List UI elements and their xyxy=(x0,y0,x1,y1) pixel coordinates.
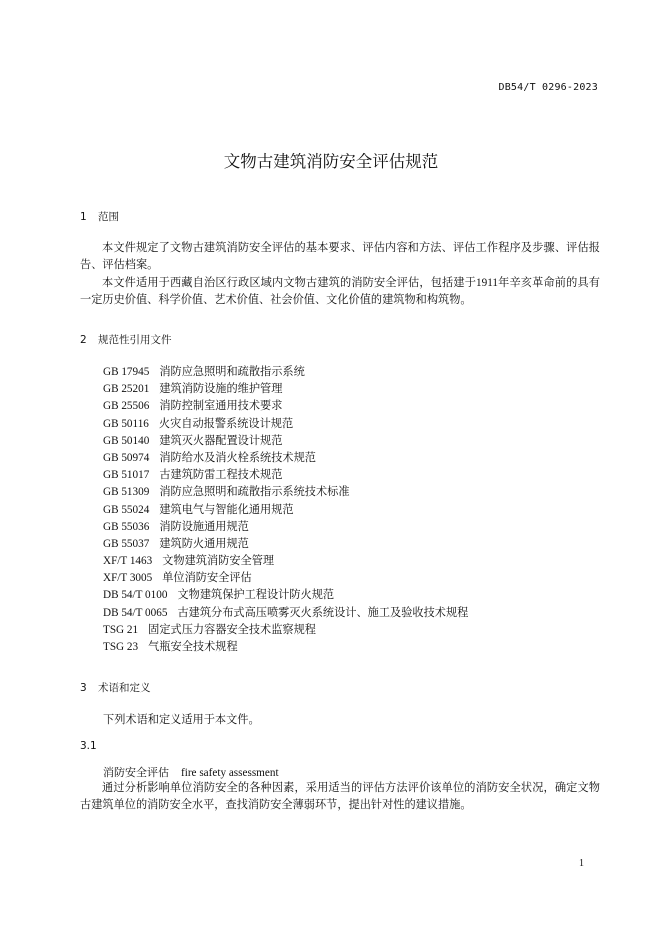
page-number: 1 xyxy=(579,858,584,869)
reference-name: 固定式压力容器安全技术监察规程 xyxy=(148,623,316,636)
reference-item xyxy=(103,587,468,604)
reference-name: 文物建筑消防安全管理 xyxy=(162,555,275,568)
reference-item xyxy=(103,519,468,536)
reference-item xyxy=(103,605,468,622)
reference-name: 建筑消防设施的维护管理 xyxy=(159,383,283,396)
scope-paragraph-2: 本文件适用于西藏自治区行政区域内文物古建筑的消防安全评估，包括建于1911年辛亥革命前的具有一定历史价值、科学价值、艺术价值、社会价值、文化价值的建筑物和构筑物。 xyxy=(80,277,600,306)
section-number: 2 xyxy=(80,334,87,346)
reference-name: 消防控制室通用技术要求 xyxy=(159,400,283,413)
reference-code: XF/T 3005 xyxy=(103,572,153,585)
section-title: 规范性引用文件 xyxy=(98,334,172,346)
reference-item xyxy=(103,467,468,484)
reference-item xyxy=(103,433,468,450)
reference-code: GB 50140 xyxy=(103,434,150,447)
section-1-heading xyxy=(80,209,119,224)
reference-code: GB 55037 xyxy=(103,537,150,550)
reference-name: 建筑电气与智能化通用规范 xyxy=(159,503,294,516)
section-title: 范围 xyxy=(98,211,119,223)
reference-code: GB 51017 xyxy=(103,469,150,482)
reference-code: GB 50974 xyxy=(103,451,150,464)
reference-name: 消防应急照明和疏散指示系统技术标准 xyxy=(159,486,350,499)
clause-number: 3.1 xyxy=(80,740,97,752)
reference-name: 火灾自动报警系统设计规范 xyxy=(158,417,294,430)
reference-item xyxy=(103,381,468,398)
reference-code: TSG 23 xyxy=(103,641,139,653)
reference-item xyxy=(103,639,468,656)
section-title: 术语和定义 xyxy=(98,682,151,694)
reference-name: 文物建筑保护工程设计防火规范 xyxy=(177,589,335,602)
reference-item xyxy=(103,553,468,570)
reference-item xyxy=(103,416,468,433)
reference-code: GB 17945 xyxy=(103,366,150,378)
reference-name: 气瓶安全技术规程 xyxy=(148,641,238,653)
term-chinese: 消防安全评估 xyxy=(103,766,169,779)
reference-item xyxy=(103,536,468,553)
reference-name: 建筑防火通用规范 xyxy=(159,537,249,550)
reference-code: GB 50116 xyxy=(103,417,149,430)
reference-code: DB 54/T 0065 xyxy=(103,606,168,619)
term-english: fire safety assessment xyxy=(181,767,279,779)
reference-item xyxy=(103,484,468,501)
section-number: 1 xyxy=(80,211,87,223)
reference-item xyxy=(103,502,468,519)
reference-item xyxy=(103,398,468,415)
reference-name: 消防应急照明和疏散指示系统 xyxy=(159,366,305,378)
reference-name: 消防给水及消火栓系统技术规范 xyxy=(159,451,316,464)
reference-name: 消防设施通用规范 xyxy=(159,520,249,533)
reference-item xyxy=(103,450,468,467)
reference-item xyxy=(103,622,468,639)
normative-references-list xyxy=(103,364,468,656)
reference-code: GB 55036 xyxy=(103,520,150,533)
reference-code: XF/T 1463 xyxy=(103,555,153,568)
document-number: DB54/T 0296-2023 xyxy=(498,82,598,93)
reference-code: GB 51309 xyxy=(103,486,150,499)
section-3-heading xyxy=(80,680,151,695)
term-definition: 通过分析影响单位消防安全的各种因素，采用适当的评估方法评价该单位的消防安全状况，确定文物古建筑单位的消防安全水平，查找消防安全薄弱环节，提出针对性的建议措施。 xyxy=(80,782,600,811)
reference-code: TSG 21 xyxy=(103,623,139,636)
document-title: 文物古建筑消防安全评估规范 xyxy=(223,152,439,171)
reference-name: 古建筑分布式高压喷雾灭火系统设计、施工及验收技术规程 xyxy=(177,606,469,619)
reference-code: DB 54/T 0100 xyxy=(103,589,168,602)
terms-intro: 下列术语和定义适用于本文件。 xyxy=(103,714,260,726)
reference-code: GB 25201 xyxy=(103,383,150,396)
reference-item xyxy=(103,570,468,587)
reference-name: 古建筑防雷工程技术规范 xyxy=(159,469,283,482)
reference-item xyxy=(103,364,468,381)
scope-paragraph-1: 本文件规定了文物古建筑消防安全评估的基本要求、评估内容和方法、评估工作程序及步骤、评估报告、评估档案。 xyxy=(80,242,600,271)
section-2-heading xyxy=(80,332,172,347)
term-entry xyxy=(103,764,279,780)
section-number: 3 xyxy=(80,682,87,694)
reference-code: GB 55024 xyxy=(103,503,150,516)
reference-code: GB 25506 xyxy=(103,400,150,413)
reference-name: 单位消防安全评估 xyxy=(162,572,252,585)
reference-name: 建筑灭火器配置设计规范 xyxy=(159,434,283,447)
